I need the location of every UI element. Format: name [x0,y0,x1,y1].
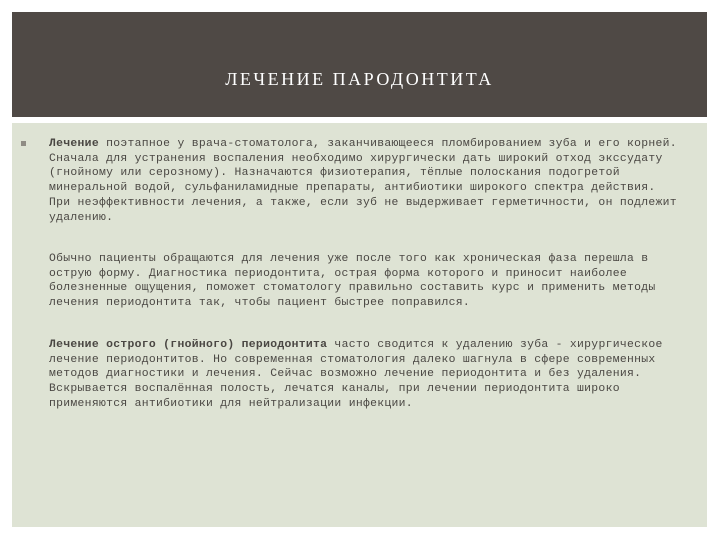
paragraph-diagnosis [49,252,679,311]
bullet-square-icon [21,141,26,146]
paragraph-text: часто сводится к удалению зуба - хирургическое лечение периодонтитов. Но современная стоматология далеко шагнула в сфере современных методов диагностики и лечения. Сейчас возможно лечение периодонтита и без удаления. Вскрывается воспалённая полость, лечатся каналы, при лечении периодонтита широко применяются антибиотики для нейтрализации инфекции. [49,339,663,410]
slide-title: ЛЕЧЕНИЕ ПАРОДОНТИТА [225,69,494,89]
paragraph-treatment [49,137,679,225]
title-banner [12,12,707,117]
paragraph-text: поэтапное у врача-стоматолога, заканчивающееся пломбированием зуба и его корней. Сначала для устранения воспаления необходимо хирургически дать широкий отход экссудату (гнойному или серозному). Назначаются физиотерапия, тёплые полоскания подогретой минеральной водой, сульфаниламидные препараты, антибиотики широкого спектра действия. При неэффективности лечения, а также, если зуб не выдерживает герметичности, он подлежит удалению. [49,138,677,224]
paragraph-lead: Лечение [49,138,99,150]
paragraph-acute-treatment [49,338,679,412]
paragraph-lead: Лечение острого (гнойного) периодонтита [49,339,328,351]
paragraph-text: Обычно пациенты обращаются для лечения уже после того как хроническая фаза перешла в острую форму. Диагностика периодонтита, острая форма которого и приносит наиболее болезненные ощущения, поможет стоматологу правильно составить курс и применить методы лечения периодонтита так, чтобы пациент быстрее поправился. [49,253,656,310]
